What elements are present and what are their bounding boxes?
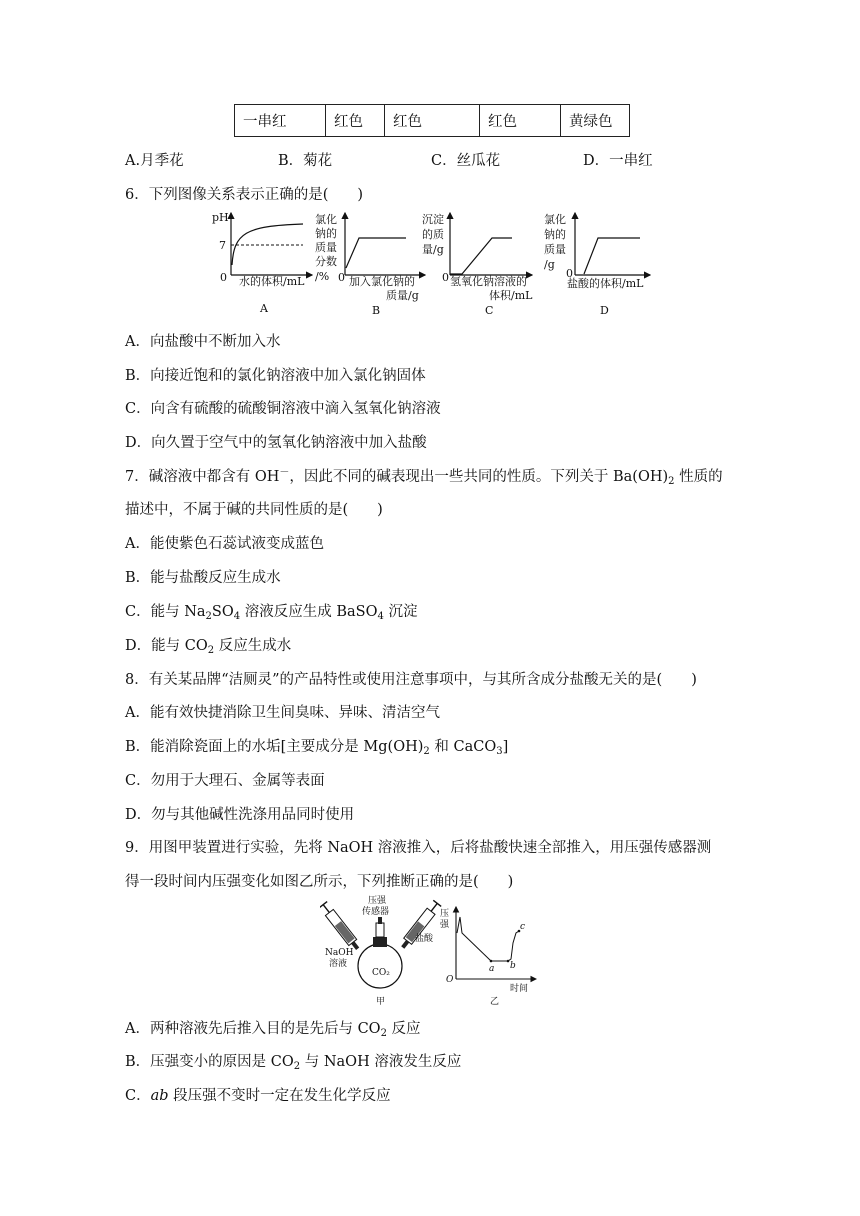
q7-option-d: D．能与 $CO_2$ 反应生成水 <box>125 638 292 656</box>
table-cell: 红色 <box>326 105 385 137</box>
point-c-label: c <box>520 922 526 932</box>
q9-stem-line-2: 得一段时间内压强变化如图乙所示，下列推断正确的是( ) <box>125 874 514 890</box>
q9-apparatus-and-graph <box>320 893 550 1008</box>
graph-a-y-label: pH <box>212 211 229 224</box>
flask-neck-stopper <box>373 937 387 947</box>
apparatus-figure <box>320 895 441 1007</box>
graph-d-y-label-1: 氯化 <box>544 213 566 226</box>
q6-option-a: A．向盐酸中不断加入水 <box>125 334 281 350</box>
graph-a-origin: 0 <box>220 271 227 284</box>
pressure-graph-caption: 乙 <box>490 997 500 1007</box>
q9-option-c: C．ab 段压强不变时一定在发生化学反应 <box>125 1088 391 1104</box>
q7-option-a: A．能使紫色石蕊试液变成蓝色 <box>125 536 324 552</box>
pressure-graph <box>440 907 536 1007</box>
pressure-origin: O <box>446 975 454 985</box>
graph-b-x-label-2: 质量/g <box>386 289 419 302</box>
graph-b-y-label-3: 质量 <box>315 241 337 254</box>
flask-label: CO₂ <box>372 968 390 978</box>
graph-d-y-label-2: 钠的 <box>544 228 566 241</box>
graph-c-y-label-2: 的质 <box>422 228 444 241</box>
q6-graphs-figure <box>200 205 660 320</box>
graph-d-caption: D <box>600 304 609 317</box>
q7-stem-line-1: 7．碱溶液中都含有 OH－，因此不同的碱表现出一些共同的性质。下列关于 $Ba(OH)_2$ 性质的 <box>125 467 723 487</box>
point-a-label: a <box>489 964 495 974</box>
pressure-sensor <box>376 923 384 937</box>
graph-a <box>212 211 312 315</box>
q7-option-c: C．能与 $Na_2SO_4$ 溶液反应生成 BaSO$_4$ 沉淀 <box>125 604 418 622</box>
table-cell: 红色 <box>480 105 561 137</box>
graph-c-x-label-1: 氢氧化钠溶液的 <box>450 275 527 288</box>
q7-option-b: B．能与盐酸反应生成水 <box>125 570 281 586</box>
q5-option-a: A.月季花 <box>125 153 184 169</box>
graph-b-y-label-5: /% <box>315 270 330 283</box>
flower-color-table <box>234 104 630 137</box>
graph-b-x-label-1: 加入氯化钠的 <box>349 275 415 288</box>
pressure-x-label: 时间 <box>510 984 529 994</box>
graph-d-x-label: 盐酸的体积/mL <box>567 277 644 290</box>
q9-option-a: A．两种溶液先后推入目的是先后与 $CO_2$ 反应 <box>125 1021 421 1039</box>
graph-c-caption: C <box>485 304 494 317</box>
point-b-label: b <box>510 961 516 971</box>
q9-stem-line-1: 9．用图甲装置进行实验，先将 NaOH 溶液推入，后将盐酸快速全部推入，用压强传感器测 <box>125 840 712 856</box>
graph-b-y-label-1: 氯化 <box>315 213 337 226</box>
naoh-syringe <box>320 902 362 952</box>
graph-b <box>315 212 425 317</box>
pressure-y-label-2: 强 <box>440 920 450 930</box>
q8-option-b: B．能消除瓷面上的水垢[主要成分是 $Mg(OH)_2$ 和 CaCO$_3$] <box>125 739 509 757</box>
graph-c-y-label-3: 量/g <box>422 243 444 256</box>
sensor-label-1: 压强 <box>368 896 387 906</box>
graph-c <box>422 212 533 317</box>
graph-d <box>544 212 650 317</box>
graph-b-y-label-2: 钠的 <box>315 227 337 240</box>
q6-option-d: D．向久置于空气中的氢氧化钠溶液中加入盐酸 <box>125 435 427 451</box>
graph-b-y-label-4: 分数 <box>315 255 337 268</box>
table-cell: 黄绿色 <box>561 105 630 137</box>
graph-a-y-tick: 7 <box>219 239 226 252</box>
graph-a-x-label: 水的体积/mL <box>239 275 305 288</box>
q5-option-d: D．一串红 <box>583 153 653 169</box>
q6-option-c: C．向含有硫酸的硫酸铜溶液中滴入氢氧化钠溶液 <box>125 401 441 417</box>
graph-c-origin: 0 <box>442 271 449 284</box>
table-cell: 一串红 <box>235 105 326 137</box>
q9-option-b: B．压强变小的原因是 $CO_2$ 与 NaOH 溶液发生反应 <box>125 1054 462 1072</box>
q6-stem: 6．下列图像关系表示正确的是( ) <box>125 187 364 203</box>
q8-option-c: C．勿用于大理石、金属等表面 <box>125 773 325 789</box>
q8-option-d: D．勿与其他碱性洗涤用品同时使用 <box>125 807 355 823</box>
q7-stem-line-2: 描述中，不属于碱的共同性质的是( ) <box>125 502 383 518</box>
q5-option-b: B．菊花 <box>278 153 333 169</box>
table-cell: 红色 <box>385 105 480 137</box>
graph-d-y-label-4: /g <box>544 258 555 271</box>
q8-option-a: A．能有效快捷消除卫生间臭味、异味、清洁空气 <box>125 705 440 721</box>
q5-option-c: C．丝瓜花 <box>431 153 501 169</box>
sensor-label-2: 传感器 <box>362 907 390 917</box>
graph-b-caption: B <box>372 304 381 317</box>
q6-option-b: B．向接近饱和的氯化钠溶液中加入氯化钠固体 <box>125 368 426 384</box>
pressure-y-label-1: 压 <box>440 909 450 919</box>
round-bottom-flask <box>358 944 402 988</box>
naoh-label-1: NaOH <box>325 948 354 958</box>
apparatus-caption: 甲 <box>376 997 386 1007</box>
table-row <box>235 105 630 137</box>
graph-c-x-label-2: 体积/mL <box>489 289 533 302</box>
naoh-label-2: 溶液 <box>329 959 348 969</box>
graph-d-origin: 0 <box>566 267 573 280</box>
graph-b-origin: 0 <box>338 271 345 284</box>
graph-d-y-label-3: 质量 <box>544 243 566 256</box>
q8-stem: 8．有关某品牌“洁厕灵”的产品特性或使用注意事项中，与其所含成分盐酸无关的是( ) <box>125 672 697 688</box>
acid-label: 盐酸 <box>415 934 434 944</box>
graph-a-caption: A <box>260 302 268 315</box>
graph-c-y-label-1: 沉淀 <box>422 213 444 226</box>
